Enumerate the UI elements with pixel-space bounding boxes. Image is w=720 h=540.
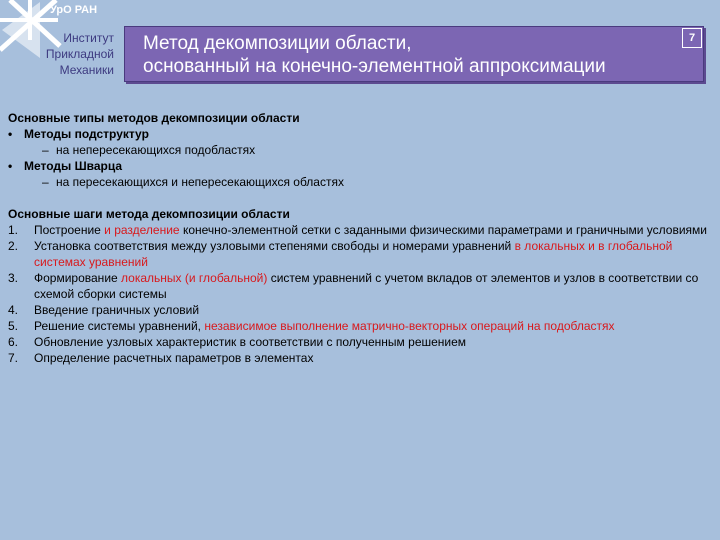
list-item bbox=[8, 318, 708, 334]
dash-icon: – bbox=[42, 175, 49, 189]
title-line: Метод декомпозиции области, bbox=[143, 33, 412, 54]
list-subitem bbox=[8, 174, 708, 190]
method-title: Методы подструктур bbox=[24, 127, 149, 141]
text-segment: конечно-элементной сетки с заданными физическими параметрами и граничными условиями bbox=[179, 223, 707, 237]
highlight-segment: и разделение bbox=[100, 223, 180, 237]
method-description: на непересекающихся подобластях bbox=[56, 143, 256, 157]
institute-line: Институт bbox=[63, 31, 114, 45]
step-number: 5. bbox=[8, 319, 19, 333]
text-segment: систем уравнений с учетом вкладов от элементов и узлов в соответствии со схемой сборки системы bbox=[34, 271, 699, 301]
steps-heading: Основные шаги метода декомпозиции области bbox=[8, 207, 290, 221]
step-number: 7. bbox=[8, 351, 19, 365]
list-item bbox=[8, 126, 708, 142]
method-description: на пересекающихся и непересекающихся областях bbox=[56, 175, 344, 189]
highlight-segment: в локальных и в глобальной системах уравнений bbox=[34, 239, 673, 269]
step-text bbox=[34, 350, 708, 366]
list-item bbox=[8, 334, 708, 350]
step-text bbox=[34, 318, 708, 334]
step-number: 3. bbox=[8, 271, 19, 285]
highlight-segment: независимое выполнение матрично-векторных операций на подобластях bbox=[204, 319, 615, 333]
list-item bbox=[8, 270, 708, 302]
text-segment: Установка соответствия между узловыми степенями свободы и номерами уравнений bbox=[34, 239, 512, 253]
text-segment: Построение bbox=[34, 223, 101, 237]
text-segment: Решение системы уравнений, bbox=[34, 319, 205, 333]
slide-body bbox=[8, 110, 708, 366]
step-text bbox=[34, 270, 708, 302]
step-text bbox=[34, 334, 708, 350]
institute-logo bbox=[0, 0, 120, 86]
step-number: 2. bbox=[8, 239, 19, 253]
step-text bbox=[34, 302, 708, 318]
institute-name bbox=[46, 30, 114, 78]
list-item bbox=[8, 350, 708, 366]
title-line: основанный на конечно-элементной аппроксимации bbox=[143, 56, 606, 77]
list-item bbox=[8, 222, 708, 238]
step-number: 4. bbox=[8, 303, 19, 317]
step-text bbox=[34, 222, 708, 238]
list-item bbox=[8, 302, 708, 318]
text-segment: Формирование bbox=[34, 271, 122, 285]
org-label: УрО РАН bbox=[50, 4, 98, 16]
title-bar bbox=[124, 26, 704, 82]
bullet-icon: • bbox=[8, 159, 13, 173]
types-heading: Основные типы методов декомпозиции области bbox=[8, 111, 300, 125]
list-item bbox=[8, 238, 708, 270]
step-text bbox=[34, 238, 708, 270]
text-segment: Обновление узловых характеристик в соответствии с полученным решением bbox=[34, 335, 467, 349]
step-number: 6. bbox=[8, 335, 19, 349]
institute-line: Прикладной bbox=[45, 47, 114, 61]
step-number: 1. bbox=[8, 223, 19, 237]
text-segment: Определение расчетных параметров в элементах bbox=[34, 351, 314, 365]
page-title bbox=[143, 32, 606, 78]
dash-icon: – bbox=[42, 143, 49, 157]
list-subitem bbox=[8, 142, 708, 158]
text-segment: Введение граничных условий bbox=[34, 303, 200, 317]
method-title: Методы Шварца bbox=[24, 159, 123, 173]
page-number: 7 bbox=[682, 28, 702, 48]
institute-line: Механики bbox=[59, 63, 114, 77]
bullet-icon: • bbox=[8, 127, 13, 141]
list-item bbox=[8, 158, 708, 174]
highlight-segment: локальных (и глобальной) bbox=[121, 271, 268, 285]
